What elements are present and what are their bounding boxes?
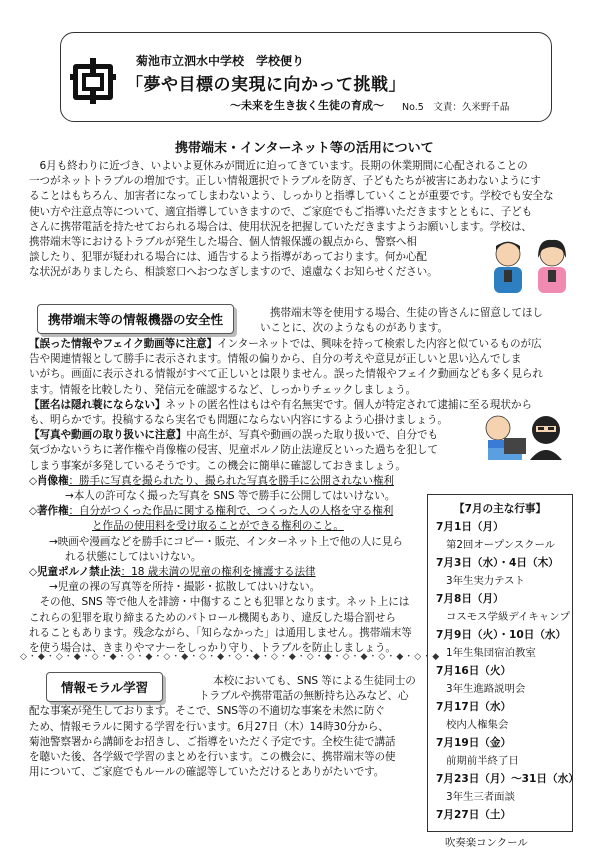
photo-label: 【写真や動画の取り扱いに注意】 xyxy=(29,429,187,442)
moral-line: トラブルや携帯電話の無断持ち込みなど、心 xyxy=(199,690,409,703)
event-name: 3年生進路説明会 xyxy=(446,683,526,695)
childlaw-label: ◇児童ポルノ禁止法 xyxy=(29,566,121,579)
copyright-def: と作品の使用料を受け取ることができる権利のこと。 xyxy=(92,520,344,533)
copyright-note: れる状態にしてはいけない。 xyxy=(65,550,202,563)
moral-line: ため、情報モラルに関する学習を行います。6月27日（木）14時30分から、 xyxy=(29,720,389,733)
moral-line: 菊池警察署から講師をお招きし、ご指導をいただく予定です。全校生徒で講話 xyxy=(29,735,396,748)
moral-line: を聴いた後、各学級で学習のまとめを行います。この機会に、携帯端末等の使 xyxy=(29,751,396,764)
page-title: 「夢や目標の実現に向かって挑戦」 xyxy=(126,75,406,95)
hacker-illustration xyxy=(478,404,570,466)
anon-line: も、明らかです。投稿するなら実名でも問題にならない内容にするよう心掛けましょう。 xyxy=(29,414,448,427)
article-line: さんに携帯電話を持たせておられる場合は、使用状況を把握していただきますようお願いします。学校は、 xyxy=(29,220,532,233)
copyright-note: →映画や漫画などを勝手にコピー・販売、インターネット上で他の人に見ら xyxy=(49,535,403,548)
anon-line: ネットの匿名性はもはや有名無実です。個人が特定されて逮捕に至る現状から xyxy=(165,398,532,411)
event-date: 7月16日（火） xyxy=(436,665,512,677)
issue-info: No.5 文責：久米野千晶 xyxy=(402,102,510,113)
event-date: 7月9日（火）・10日（水） xyxy=(436,629,567,641)
event-name: 吹奏楽コンクール xyxy=(445,837,528,849)
event-date: 7月17日（水） xyxy=(436,701,512,713)
moral-line: 本校においても、SNS 等による生徒同士の xyxy=(213,675,416,687)
article-title: 携帯端末・インターネット等の活用について xyxy=(175,141,434,156)
childlaw-def: ：18 歳未満の児童の権利を擁護する法律 xyxy=(120,566,316,579)
article-line: ることはもちろん、加害者になってしまわないよう、しっかりと指導していくことが重要です。学校でも安全な xyxy=(29,190,554,203)
event-date: 7月1日（月） xyxy=(436,521,504,533)
school-line: 菊池市立泗水中学校 学校便り xyxy=(136,54,305,68)
article-line: 談したり、犯罪が疑われる場合には、通告するよう指導があっております。何か心配 xyxy=(29,251,427,264)
article-line: 一つがネットトラブルの増加です。正しい情報選択でトラブルを防ぎ、子どもたちが被害にあわないようにす xyxy=(29,175,541,188)
section2-intro xyxy=(260,306,543,336)
event-date: 7月3日（水）・4日（木） xyxy=(436,557,559,569)
section3-body xyxy=(29,674,416,780)
subtitle: ～未来を生き抜く生徒の育成～ xyxy=(230,99,384,112)
portrait-label: ◇肖像権 xyxy=(29,474,69,487)
closing-line: れることもあります。残念ながら、「知らなかった」は通用しません。携帯端末等 xyxy=(29,626,412,639)
portrait-def: ：勝手に写真を撮られたり、撮られた写真を勝手に公開されない権利 xyxy=(68,474,394,487)
article-body xyxy=(29,159,553,281)
intro-line: いことに、次のようなものがあります。 xyxy=(260,322,449,335)
photo-line: 気づかないうちに著作権や肖像権の侵害、児童ポルノ防止法違反といった過ちを犯して xyxy=(29,444,438,457)
misinfo-label: 【誤った情報やフェイク動画等に注意】 xyxy=(29,338,218,350)
article-line: な状況がありましたら、相談窓口へおつなぎしますので、遠慮なくお知らせください。 xyxy=(29,266,438,279)
article-line: 6月も終わりに近づき、いよいよ夏休みが間近に迫ってきています。長期の休業期間に心配されることの xyxy=(29,160,528,172)
closing-line: その他、SNS 等で他人を誹謗・中傷することも犯罪となります。ネット上には xyxy=(29,596,410,609)
section-heading-safety: 携帯端末等の情報機器の安全性 xyxy=(37,304,234,334)
event-name: コスモス学級デイキャンプ xyxy=(446,611,570,623)
kids-with-phones-illustration xyxy=(486,236,578,296)
article-line: 携帯端末等におけるトラブルが発生した場合、個人情報保護の観点から、警察へ相 xyxy=(29,236,417,249)
misinfo-line: インターネットでは、興味を持って検索した内容と似ているものが広 xyxy=(217,338,542,350)
event-name: 3年生三者面談 xyxy=(446,791,515,803)
closing-line: これらの犯罪を取り締まるためのパトロール機関もあり、違反した場合罰せら xyxy=(29,611,396,624)
childlaw-note: →児童の裸の写真等を所持・撮影・拡散してはいけない。 xyxy=(49,581,321,594)
event-date: 7月19日（金） xyxy=(436,737,512,749)
article-line: 使い方や注意点等について、適宜指導していきますので、ご家庭でもご指導いただきますとともに、子ども xyxy=(29,205,533,218)
misinfo-line: 告や関連情報として勝手に表示されます。情報の偏りから、自分の考えや意見が正しいと思い込んでしま xyxy=(29,353,522,366)
misinfo-line: ます。情報を比較したり、発信元を確認するなど、しっかりチェックしましょう。 xyxy=(29,383,417,396)
event-name: 校内人権集会 xyxy=(446,719,509,731)
misinfo-line: いがち。画面に表示される情報がすべて正しいとは限りません。誤った情報やフェイク動画なども多く見られ xyxy=(29,368,543,381)
calendar-title: 【7月の主な行事】 xyxy=(454,503,547,515)
portrait-note: →本人の許可なく撮った写真を SNS 等で勝手に公開してはいけない。 xyxy=(65,490,396,503)
event-date: 7月27日（土） xyxy=(436,809,512,821)
copyright-def: ：自分がつくった作品に関する権利で、つくった人の人格を守る権利 xyxy=(68,505,394,518)
event-name: 1年生集団宿泊教室 xyxy=(446,647,536,659)
school-logo xyxy=(70,54,116,108)
photo-line: しまう事案が多発しているそうです。この機会に簡単に確認しておきましょう。 xyxy=(29,459,406,472)
event-name: 前期前半終了日 xyxy=(446,755,519,767)
events-calendar xyxy=(427,494,579,832)
copyright-label: ◇著作権 xyxy=(29,505,69,518)
moral-line: 配な事案が発生しております。そこで、SNS等の不適切な事案を未然に防ぐ xyxy=(29,705,385,718)
intro-line: 携帯端末等を使用する場合、生徒の皆さんに留意してほし xyxy=(270,307,543,319)
photo-line: 中高生が、写真や動画の誤った取り扱いで、自分でも xyxy=(186,429,439,442)
event-name: 第2回オープンスクール xyxy=(446,539,556,551)
event-name: 3年生実力テスト xyxy=(446,575,525,587)
event-date: 7月8日（月） xyxy=(436,593,504,605)
section-divider: ◇・◆・◇・◆・◇・◆・◇・◆・◇・◆・◇・◆・◇・◆・◇・◆・◇・◆・◇・◆・◇・◆・◇・◆ xyxy=(20,652,441,662)
section-heading-moral: 情報モラル学習 xyxy=(46,672,163,702)
closing-line: を使う場合は、きまりやマナーをしっかり守り、トラブルを防止しましょう。 xyxy=(29,642,396,655)
moral-line: 用について、ご家庭でもルールの確認等していただけるとありがたいです。 xyxy=(29,766,385,779)
anon-label: 【匿名は隠れ蓑にならない】 xyxy=(29,398,166,411)
event-date: 7月23日（月）～31日（水） xyxy=(436,773,579,785)
